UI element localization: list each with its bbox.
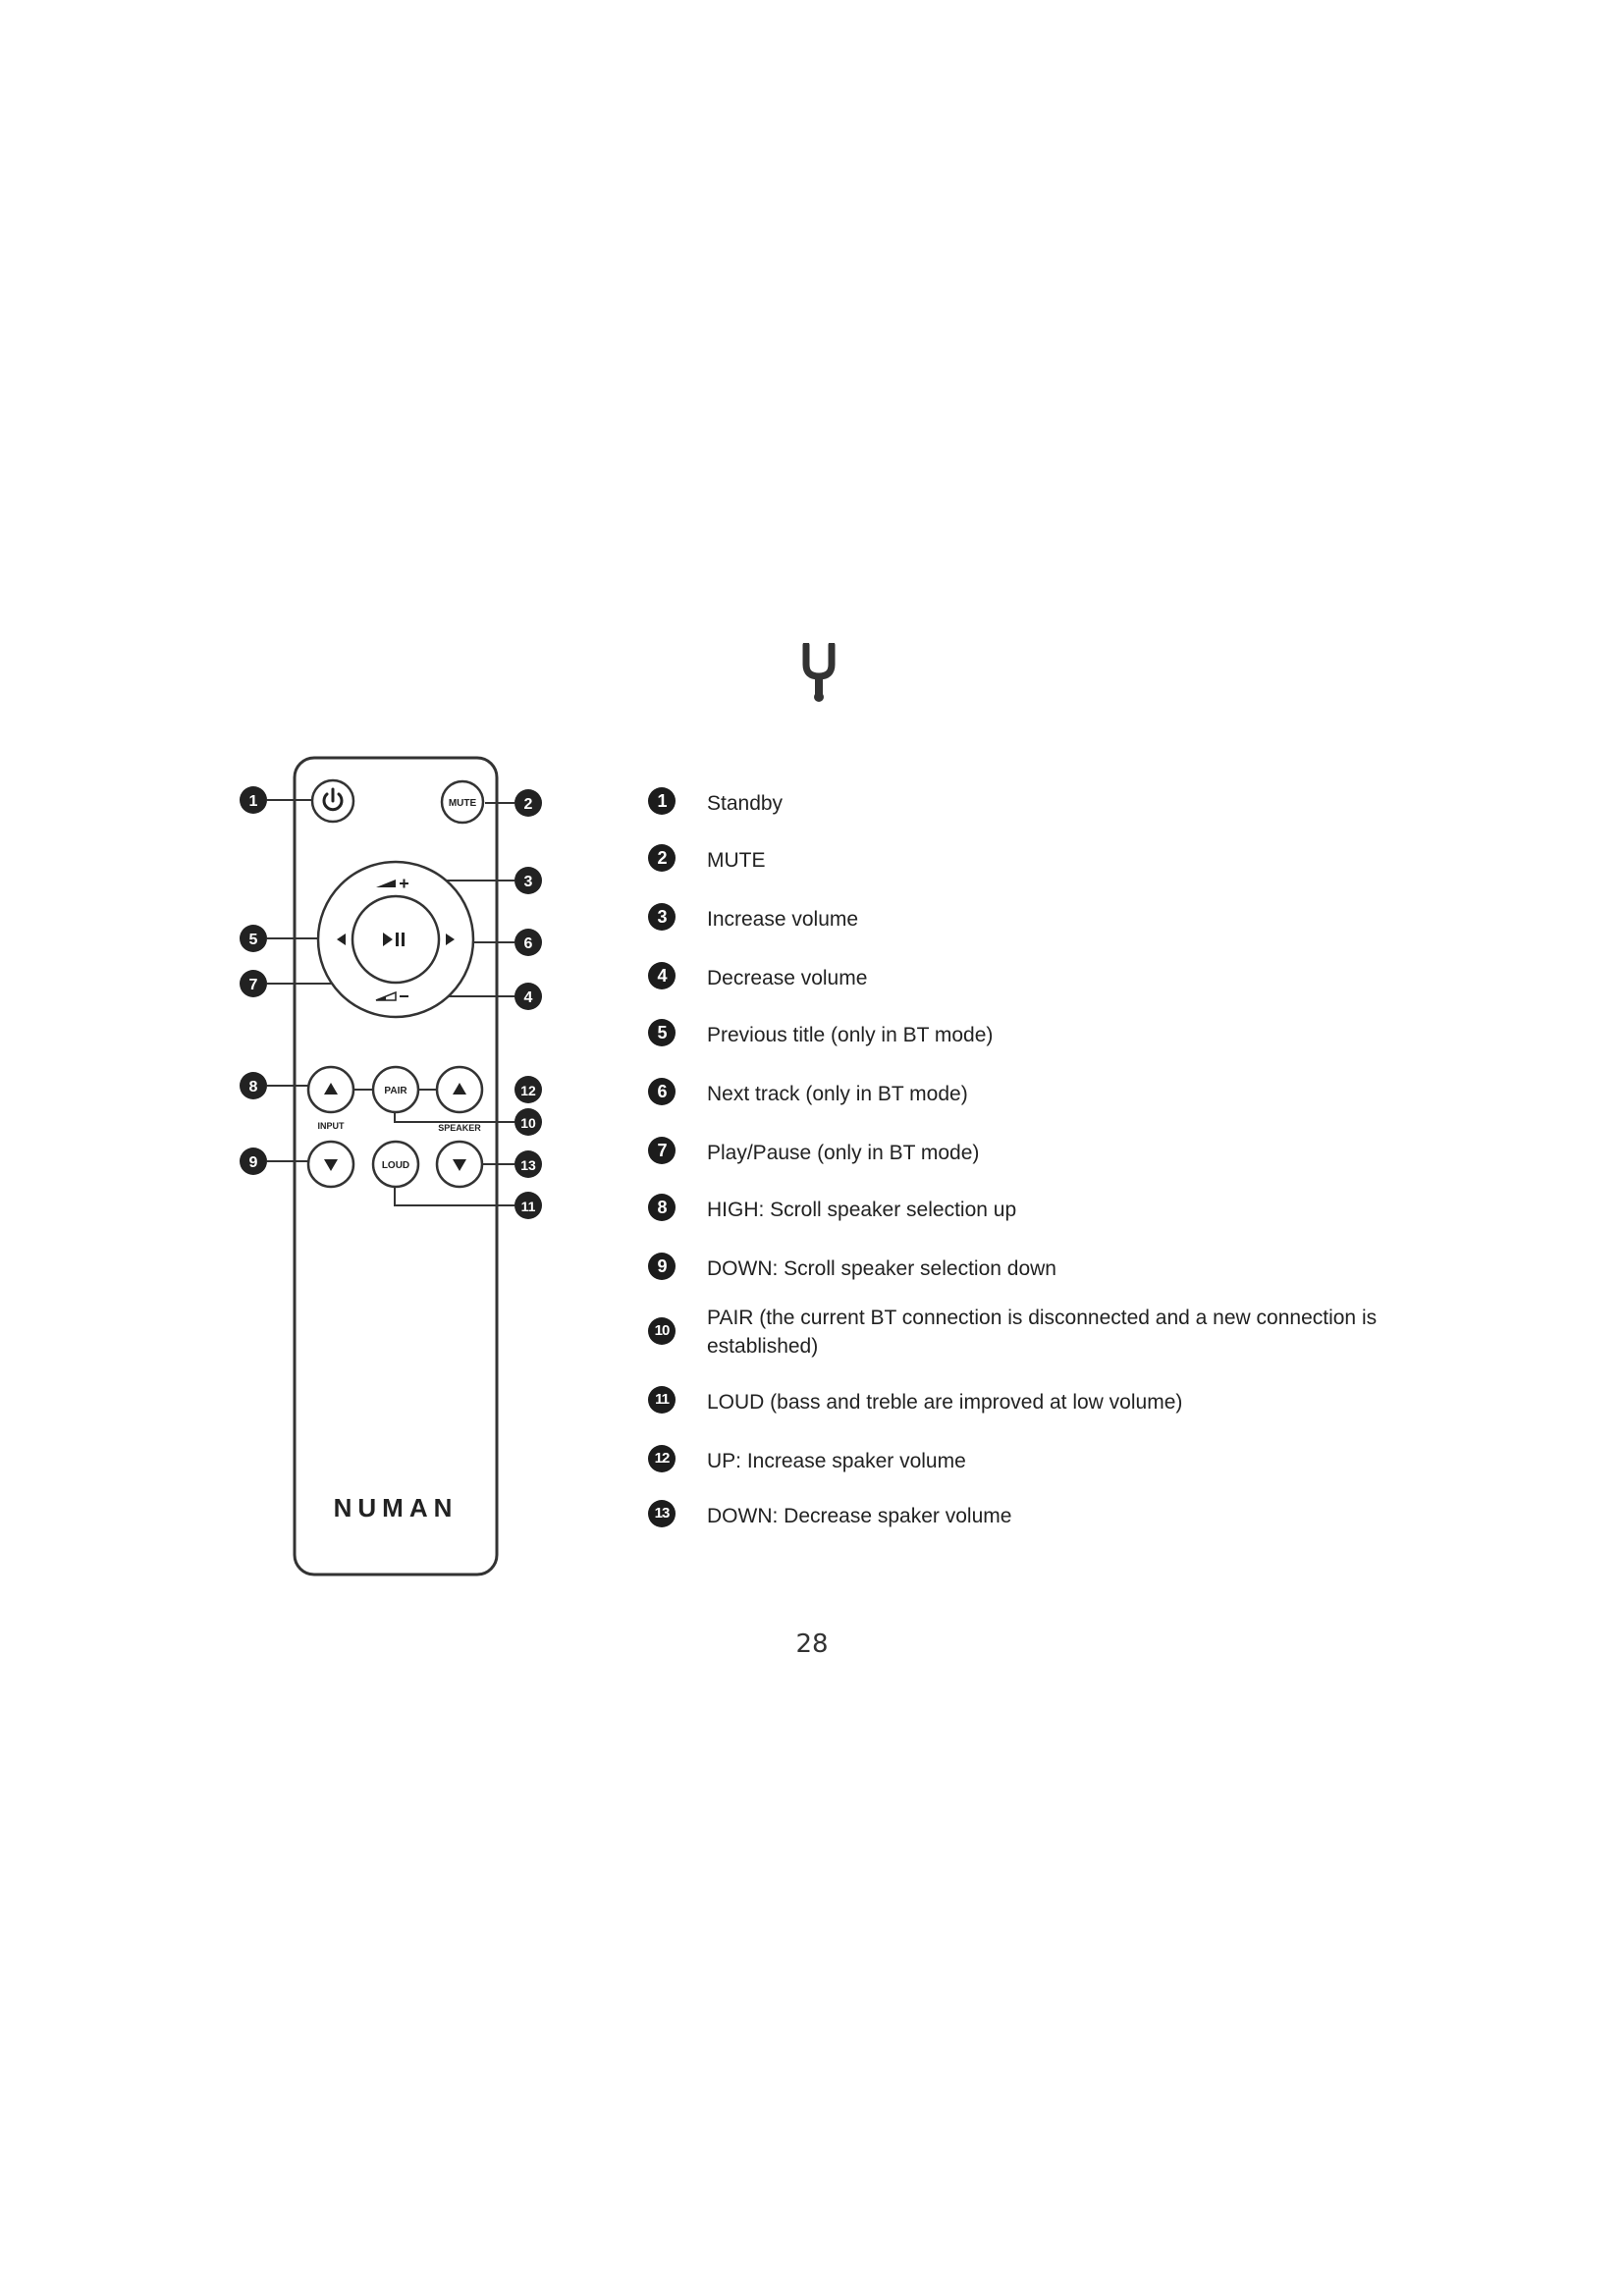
legend-number: 10 bbox=[648, 1317, 676, 1345]
legend-text: LOUD (bass and treble are improved at low volume) bbox=[707, 1391, 1183, 1414]
brand-logo: NUMAN bbox=[333, 1493, 459, 1522]
legend-number: 2 bbox=[648, 844, 676, 872]
legend-text: Next track (only in BT mode) bbox=[707, 1083, 968, 1105]
callout-number: 8 bbox=[248, 1079, 258, 1095]
legend-number: 7 bbox=[648, 1137, 676, 1164]
legend-number: 11 bbox=[648, 1386, 676, 1414]
callout-number: 10 bbox=[520, 1115, 536, 1131]
callout-number: 5 bbox=[248, 932, 258, 948]
legend-text: Previous title (only in BT mode) bbox=[707, 1024, 994, 1046]
callout-number: 7 bbox=[248, 977, 258, 993]
speaker-label: SPEAKER bbox=[438, 1123, 481, 1133]
loud-button-label: LOUD bbox=[381, 1160, 410, 1171]
legend-text: UP: Increase spaker volume bbox=[707, 1450, 966, 1472]
callout-number: 11 bbox=[520, 1199, 536, 1214]
pair-button-label: PAIR bbox=[384, 1086, 407, 1096]
legend-number: 4 bbox=[648, 962, 676, 989]
legend-text: Standby bbox=[707, 792, 784, 815]
legend-text: DOWN: Decrease spaker volume bbox=[707, 1505, 1012, 1527]
legend-text: Decrease volume bbox=[707, 967, 868, 989]
legend-text: Increase volume bbox=[707, 908, 859, 931]
legend-text: PAIR (the current BT connection is disconnected and a new connection is established) bbox=[707, 1307, 1378, 1358]
callout-number: 6 bbox=[523, 935, 533, 952]
callout-number: 12 bbox=[520, 1083, 536, 1098]
legend-text: MUTE bbox=[707, 849, 766, 872]
callout-number: 9 bbox=[248, 1154, 258, 1171]
legend-number: 9 bbox=[648, 1253, 676, 1280]
legend-text: Play/Pause (only in BT mode) bbox=[707, 1142, 980, 1164]
page-number: 28 bbox=[795, 1629, 829, 1659]
legend-text: HIGH: Scroll speaker selection up bbox=[707, 1199, 1017, 1221]
legend-number: 6 bbox=[648, 1078, 676, 1105]
legend-number: 1 bbox=[648, 787, 676, 815]
callout-number: 2 bbox=[523, 796, 533, 813]
legend-number: 8 bbox=[648, 1194, 676, 1221]
callout-number: 1 bbox=[248, 793, 258, 810]
legend-number: 13 bbox=[648, 1500, 676, 1527]
mute-button-label: MUTE bbox=[448, 798, 477, 809]
legend-text: DOWN: Scroll speaker selection down bbox=[707, 1257, 1056, 1280]
legend-number: 5 bbox=[648, 1019, 676, 1046]
input-label: INPUT bbox=[317, 1121, 345, 1131]
legend-number: 3 bbox=[648, 903, 676, 931]
legend-number: 12 bbox=[648, 1445, 676, 1472]
callout-number: 13 bbox=[520, 1157, 536, 1173]
callout-number: 4 bbox=[523, 989, 533, 1006]
callout-number: 3 bbox=[523, 874, 533, 890]
